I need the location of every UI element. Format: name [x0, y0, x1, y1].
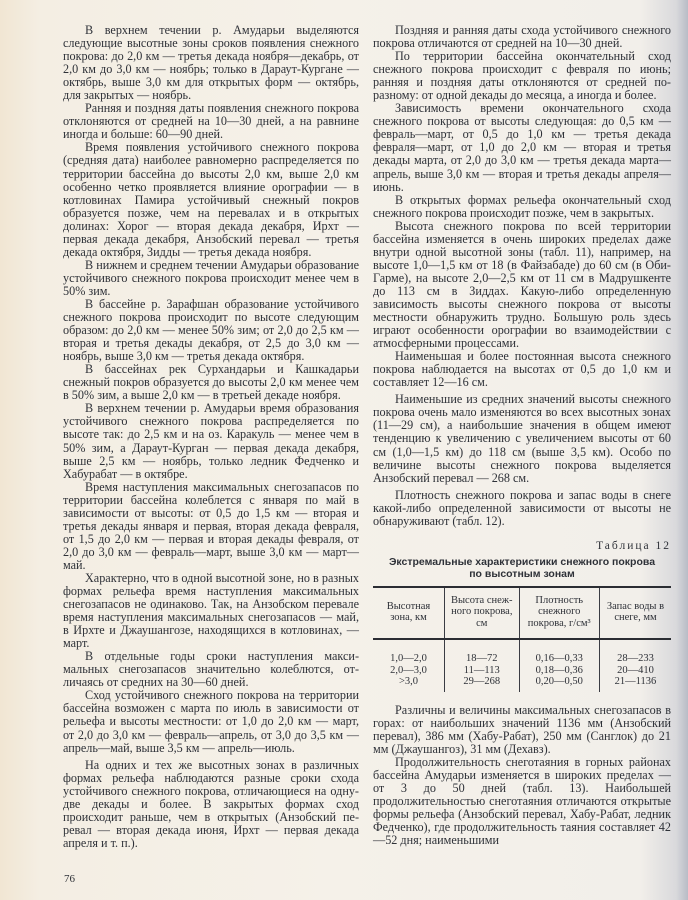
header-water-storage: Запас воды в снеге, мм	[599, 587, 671, 640]
header-altitude-zone: Высотная зона, км	[373, 587, 445, 640]
snow-cover-table	[373, 586, 671, 692]
paragraph: В бассейне р. Зарафшан образование устойчивого снежного покрова происходит по высоте следующим образом: до 2,0 км — менее 50% зим; от 2,0 до 2,5 км — вторая и третья декады декабря, от 2,5 до 3,0 км — ноябрь, выше 3,0 км — третья декада октября.	[63, 296, 359, 364]
paragraph: Различны и величины максимальных снегозапасов в горах: от наибольших значений 1136 мм (Анзобский перевал), 386 мм (Хабу-Рабат), 250 мм (Санглок) до 21 мм (Джаушангоз), 31 мм (Дехавз).	[373, 702, 671, 756]
cell-water-storage: 20—410	[599, 665, 671, 677]
cell-snow-density: 0,16—0,33	[519, 639, 599, 665]
header-snow-density: Плотность снежного покрова, г/см³	[519, 587, 599, 640]
paragraph: По территории бассейна окончательный сход снежного покрова происходит с февраля по июнь; ранняя и поздняя даты отклоняются от средней по-разному: от одной декады до месяца, а иногда и более.	[373, 49, 671, 103]
paragraph: Плотность снежного покрова и запас воды в снеге какой-либо определенной зависимости от высоты не обнаруживают (табл. 12).	[373, 487, 671, 528]
table-label: Таблица 12	[596, 539, 671, 552]
table-header-row	[373, 587, 671, 640]
paragraph: В нижнем и среднем течении Амударьи образование устойчивого снежного покрова происходит менее чем в 50% зим.	[63, 257, 359, 298]
paragraph: Продолжительность снеготаяния в горных районах бассейна Амударьи изменяется в широких пределах — от 3 до 50 дней (табл. 13). Наибольшей продолжительностью снеготаяния отличаются открытые формы рельефа (Анзобский перевал, Хабу-Рабат, ледник Федченко), где продолжительность таяния составляет 42—52 дня; наименьшими	[373, 755, 671, 848]
cell-snow-height: 18—72	[445, 639, 520, 665]
table-row	[373, 665, 671, 677]
paragraph: Зависимость времени окончательного схода снежного покрова от высоты следующая: до 0,5 км — февраль—март, от 0,5 до 1,0 км — третья декада февраля—март, от 1,0 до 2,0 км — вторая и третья декады марта, от 2,0 до 3,0 км — третья декада марта—апрель, выше 3,0 км — вторая и третья декады апреля—июнь.	[373, 101, 671, 194]
cell-altitude-zone: 1,0—2,0	[390, 653, 427, 665]
cell-altitude-zone: 2,0—3,0	[390, 664, 427, 676]
table-row	[373, 639, 671, 665]
right-column	[373, 24, 671, 847]
paragraph: Время наступления максимальных снегозапасов по территории бассейна колеблется с января по май в зависимости от высоты: от 0,5 до 1,5 км — вторая и третья декады января и первая, вторая декада февраля, от 1,5 до 2,0 км — первая и вторая декады февраля, от 2,0 до 3,0 км — февраль—март, выше 3,0 км — март—май.	[63, 479, 359, 572]
cell-snow-height: 11—113	[445, 665, 520, 677]
paragraph: Характерно, что в одной высотной зоне, но в разных формах рельефа время наступления максимальных снегозапасов не одинаково. Так, на Анзобском перевале время наступления максимальных снегозапасов — май, в Ирхте и Джаушангозе, находящихся в котловинах, — март.	[63, 570, 359, 651]
paragraph: Высота снежного покрова по всей территории бассейна изменяется в очень широких пределах даже внутри одной высотной зоны (табл. 11), например, на высоте 1,0—1,5 км от 18 (в Файзабаде) до 60 см (в Оби-Гарме), на высоте 2,0—2,5 км от 11 см в Мадрушкенте до 113 см в Зиддах. Какую-либо определенную зависимость высоты снежного покрова от высоты местности обнаружить трудно. Большую роль здесь играют особенности орографии во взаимодействии с атмосферными процессами.	[373, 218, 671, 351]
paragraph: Наименьшая и более постоянная высота снежного покрова наблюдается на высотах от 0,5 до 1,0 км и составляет 12—16 см.	[373, 349, 671, 390]
left-column	[63, 24, 359, 850]
header-snow-height: Высота снежного покрова, см	[445, 587, 520, 640]
paragraph: Наименьшие из средних значений высоты снежного покрова очень мало изменяются во всех высотных зонах (11—29 см), а наибольшие значения в общем имеют тенденцию к увеличению с увеличением высоты от 60 см (1,0—1,5 км) до 118 см (выше 3,5 км). Особо по величине высоты снежного покрова выделяется Анзобский перевал — 268 см.	[373, 392, 671, 485]
table-row	[373, 676, 671, 692]
cell-water-storage: 21—1136	[599, 676, 671, 692]
cell-altitude-zone: >3,0	[398, 676, 419, 688]
paragraph: В верхнем течении р. Амударьи время образования устойчивого снежного покрова распределяется по высоте так: до 2,5 км и на оз. Каракуль — менее чем в 50% зим, а Дараут-Курган — первая декада декабря, выше 2,5 км — ноябрь, только ледник Федченко и Хабурабат — в октябре.	[63, 401, 359, 481]
cell-snow-height: 29—268	[445, 676, 520, 692]
table-title-line: по высотным зонам	[469, 567, 575, 580]
paragraph: Сход устойчивого снежного покрова на территории бассейна возможен с марта по июль в зависимости от рельефа и высоты местности: от 1,0 до 2,0 км — март, от 2,0 до 3,0 км — февраль—апрель, от 3,0 до 3,5 км — апрель—май, выше 3,5 км — апрель—июль.	[63, 688, 359, 755]
paragraph: В отдельные годы сроки наступления максимальных снегозапасов значительно колеблются, отличаясь от средних на 30—60 дней.	[63, 649, 359, 690]
paragraph: В бассейнах рек Сурхандарьи и Кашкадарьи снежный покров образуется до высоты 2,0 км менее чем в 50% зим, а выше 2,0 км — в третьей декаде ноября.	[63, 362, 359, 403]
table-title-line: Экстремальные характеристики снежного покрова	[388, 555, 656, 568]
page-number: 76	[64, 873, 75, 885]
paragraph: В открытых формах рельефа окончательный сход снежного покрова происходит позже, чем в закрытых.	[373, 192, 671, 220]
cell-snow-density: 0,18—0,36	[519, 665, 599, 677]
cell-water-storage: 28—233	[599, 639, 671, 665]
after-table-text	[373, 704, 671, 848]
cell-snow-density: 0,20—0,50	[519, 676, 599, 692]
paragraph: Ранняя и поздняя даты появления снежного покрова отклоняются от средней на 10—30 дней, а на равнине иногда и больше: 60—90 дней.	[63, 101, 359, 142]
paragraph: В верхнем течении р. Амударьи выделяются следующие высотные зоны сроков появления снежного покрова: до 2,0 км — третья декада ноября—декабрь, от 2,0 км до 3,0 км — ноябрь; только в Дараут-Кургане — октябрь, выше 3,0 км для открытых форм — октябрь, для закрытых — ноябрь.	[63, 23, 359, 103]
table-title	[373, 556, 671, 580]
paragraph: На одних и тех же высотных зонах в различных формах рельефа наблюдаются разные сроки схода устойчивого снежного покрова, отличающиеся на одну-две декады и более. В закрытых формах сход происходит раньше, чем в открытых (Анзобский перевал — вторая декада июня, Ирхт — первая декада апреля и т. п.).	[63, 757, 359, 850]
paragraph: Время появления устойчивого снежного покрова (средняя дата) наиболее равномерно распределяется по территории бассейна до высоты 2,0 км, выше 2,0 км особенно четко проявляется влияние орографии — в котловинах Памира устойчивый снежный покров образуется позже, чем на перевалах и в открытых долинах: Хорог — вторая декада декабря, Ирхт — первая декада декабря, Анзобский перевал — третья декада октября, Зидды — третья декада ноября.	[63, 140, 359, 259]
paragraph: Поздняя и ранняя даты схода устойчивого снежного покрова отличаются от средней на 10—30 дней.	[373, 23, 671, 51]
